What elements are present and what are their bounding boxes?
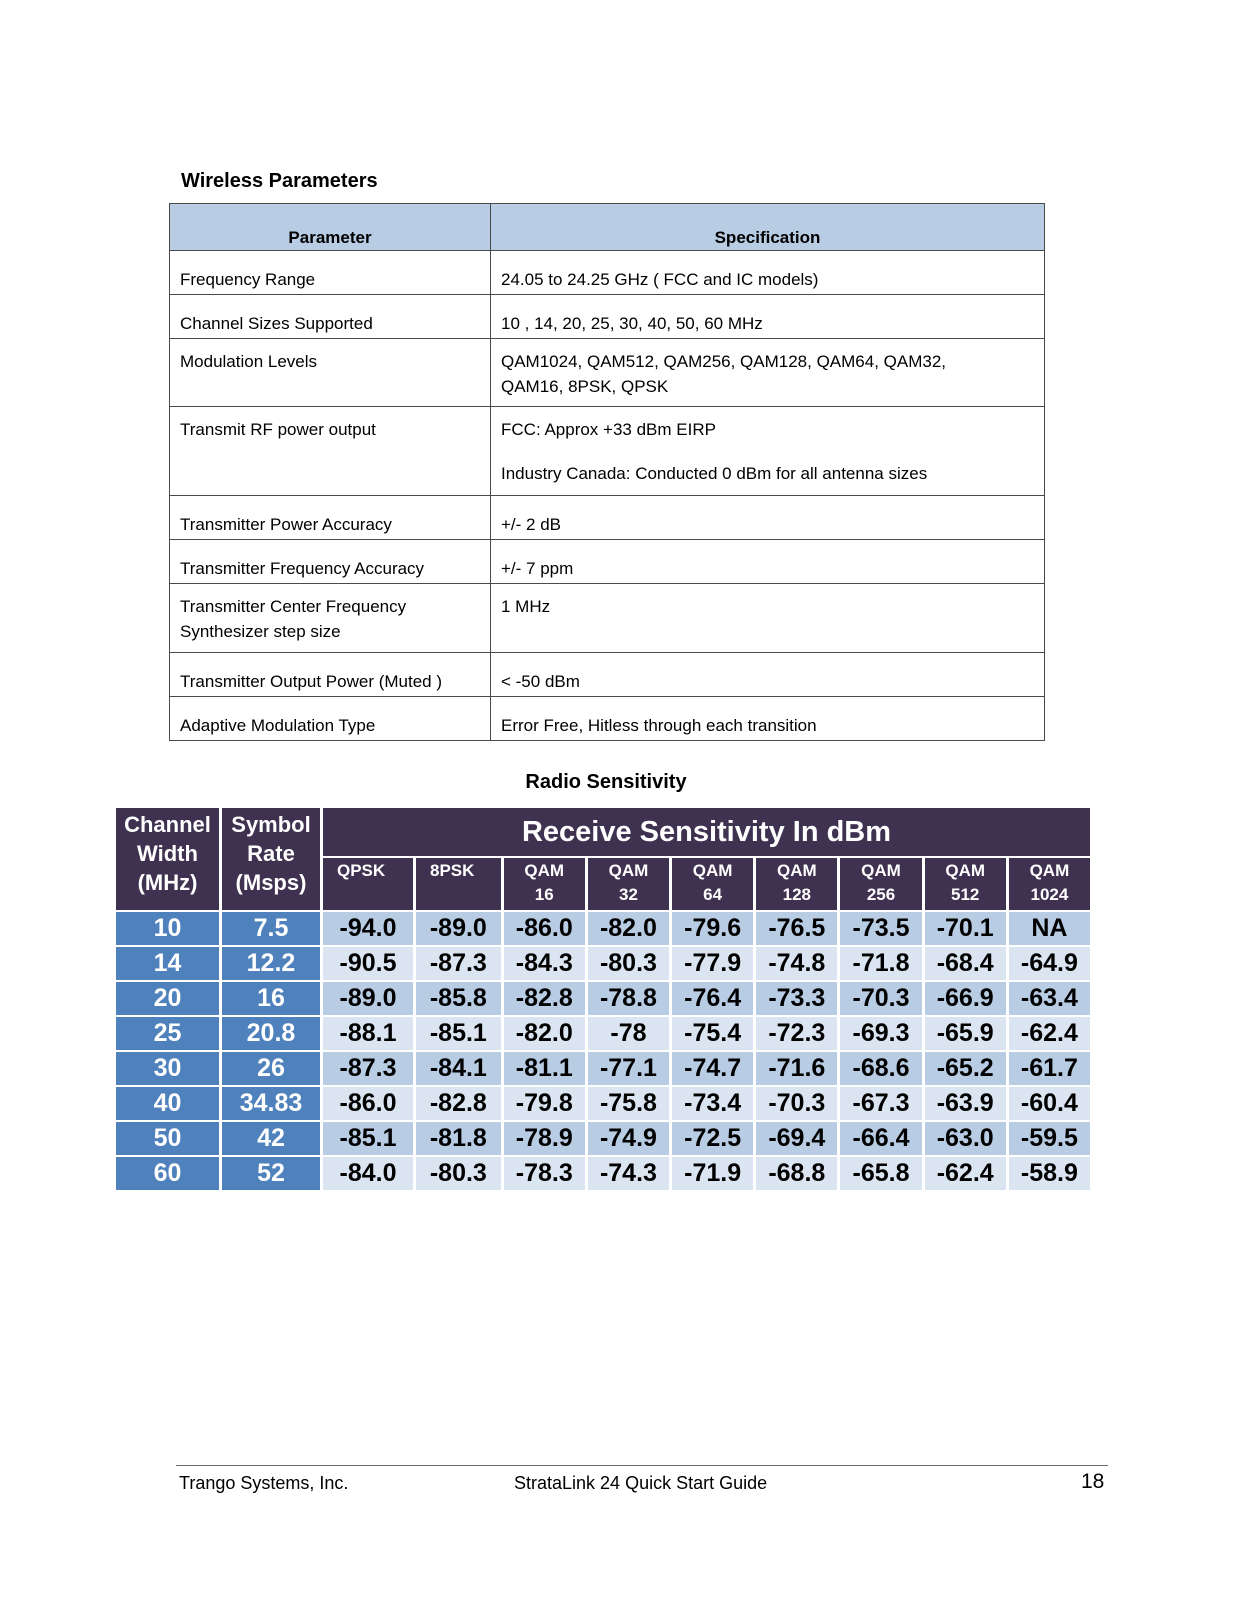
cell-text: FCC: Approx +33 dBm EIRP [501,420,716,439]
sensitivity-value-cell: -79.6 [672,912,753,945]
sensitivity-value-cell: -75.4 [672,1017,753,1050]
sensitivity-value-cell: -66.9 [925,982,1006,1015]
sensitivity-value-cell: -62.4 [925,1157,1006,1190]
sensitivity-value-cell: -67.3 [840,1087,921,1120]
sensitivity-value-cell: -76.4 [672,982,753,1015]
sensitivity-value-cell: -64.9 [1009,947,1090,980]
sensitivity-value-cell: -74.3 [588,1157,669,1190]
modulation-label: 128 [782,885,812,904]
table-row [170,251,1045,295]
specification-cell [491,295,1045,339]
sensitivity-value-cell: -59.5 [1009,1122,1090,1155]
sensitivity-value-cell: -78.9 [504,1122,585,1155]
cell-text: < -50 dBm [501,672,580,691]
modulation-label: QPSK [337,861,386,880]
parameter-cell [170,407,491,496]
cell-text: Error Free, Hitless through each transition [501,716,817,735]
modulation-label: QAM [945,861,986,880]
modulation-label: 256 [866,885,896,904]
cell-text: 10 , 14, 20, 25, 30, 40, 50, 60 MHz [501,314,763,333]
modulation-label: 512 [951,885,980,904]
table-row [116,1087,1090,1120]
sensitivity-value-cell: -68.4 [925,947,1006,980]
modulation-label: 16 [534,885,554,904]
modulation-header [504,858,585,910]
sensitivity-value-cell: -63.9 [925,1087,1006,1120]
parameter-cell [170,653,491,697]
sensitivity-value-cell: -63.0 [925,1122,1006,1155]
sensitivity-value-cell: -89.0 [416,912,501,945]
table-row [116,982,1090,1015]
channel-width-cell: 60 [116,1157,219,1190]
channel-header-line: (MHz) [137,870,198,895]
sensitivity-value-cell: -82.0 [504,1017,585,1050]
symbol-rate-cell: 34.83 [222,1087,320,1120]
sensitivity-value-cell: -78 [588,1017,669,1050]
specification-cell [491,496,1045,540]
table-header-row [170,204,1045,251]
table-row [116,1052,1090,1085]
symbol-rate-cell: 12.2 [222,947,320,980]
table-row [170,584,1045,653]
channel-width-cell: 30 [116,1052,219,1085]
channel-width-cell: 20 [116,982,219,1015]
modulation-label: QAM [524,861,565,880]
sensitivity-value-cell: -81.8 [416,1122,501,1155]
sensitivity-value-cell: -71.8 [840,947,921,980]
sensitivity-value-cell: -81.1 [504,1052,585,1085]
symbol-header-line: Symbol [231,812,311,837]
cell-text: Channel Sizes Supported [180,314,373,333]
cell-text: Transmit RF power output [180,420,376,439]
sensitivity-value-cell: -86.0 [323,1087,413,1120]
sensitivity-value-cell: -71.9 [672,1157,753,1190]
modulation-label: 1024 [1030,885,1069,904]
channel-header-line: Width [137,841,198,866]
parameter-cell [170,251,491,295]
parameter-cell [170,496,491,540]
sensitivity-value-cell: -58.9 [1009,1157,1090,1190]
sensitivity-value-cell: -62.4 [1009,1017,1090,1050]
parameter-cell [170,584,491,653]
sensitivity-value-cell: -79.8 [504,1087,585,1120]
sensitivity-value-cell: -65.8 [840,1157,921,1190]
sensitivity-value-cell: -69.4 [756,1122,837,1155]
channel-width-cell: 10 [116,912,219,945]
radio-sensitivity-table [113,806,1093,1192]
modulation-header [925,858,1006,910]
sensitivity-value-cell: -71.6 [756,1052,837,1085]
specification-cell [491,584,1045,653]
symbol-rate-cell: 26 [222,1052,320,1085]
specification-header: Specification [491,204,1045,251]
sensitivity-value-cell: -88.1 [323,1017,413,1050]
specification-cell [491,653,1045,697]
footer-divider [176,1465,1108,1466]
footer-company: Trango Systems, Inc. [179,1473,349,1493]
sensitivity-value-cell: -66.4 [840,1122,921,1155]
wireless-parameters-title: Wireless Parameters [181,170,378,192]
table-row [170,407,1045,496]
modulation-header [1009,858,1090,910]
sensitivity-value-cell: -94.0 [323,912,413,945]
sensitivity-value-cell: -73.5 [840,912,921,945]
table-row [116,1157,1090,1190]
sensitivity-value-cell: -74.8 [756,947,837,980]
cell-text: +/- 2 dB [501,515,562,534]
modulation-header [416,858,501,910]
sensitivity-value-cell: -68.6 [840,1052,921,1085]
sensitivity-value-cell: -80.3 [588,947,669,980]
sensitivity-value-cell: -60.4 [1009,1087,1090,1120]
sensitivity-value-cell: -82.0 [588,912,669,945]
cell-text: Frequency Range [180,270,316,289]
footer-guide-title: StrataLink 24 Quick Start Guide [514,1473,768,1493]
modulation-label: 8PSK [430,861,475,880]
sensitivity-value-cell: -69.3 [840,1017,921,1050]
specification-cell [491,339,1045,407]
sensitivity-value-cell: -89.0 [323,982,413,1015]
modulation-label: QAM [608,861,649,880]
sensitivity-value-cell: -77.9 [672,947,753,980]
sensitivity-value-cell: NA [1009,912,1090,945]
modulation-label: QAM [861,861,901,880]
modulation-label: 32 [618,885,638,904]
channel-width-cell: 14 [116,947,219,980]
sensitivity-value-cell: -90.5 [323,947,413,980]
channel-width-cell: 50 [116,1122,219,1155]
parameter-cell [170,295,491,339]
parameter-cell [170,339,491,407]
sensitivity-value-cell: -87.3 [416,947,501,980]
sensitivity-value-cell: -74.7 [672,1052,753,1085]
cell-text: Transmitter Center Frequency [180,597,407,616]
modulation-label: 64 [703,885,723,904]
sensitivity-value-cell: -74.9 [588,1122,669,1155]
cell-text: Adaptive Modulation Type [180,716,376,735]
cell-text: Synthesizer step size [180,622,341,641]
symbol-rate-cell: 7.5 [222,912,320,945]
cell-text: Industry Canada: Conducted 0 dBm for all antenna sizes [501,464,928,483]
cell-text: Transmitter Output Power (Muted ) [180,672,443,691]
cell-text: 1 MHz [501,597,551,616]
cell-text: Modulation Levels [180,352,318,371]
sensitivity-value-cell: -84.3 [504,947,585,980]
symbol-rate-cell: 20.8 [222,1017,320,1050]
sensitivity-value-cell: -82.8 [416,1087,501,1120]
symbol-rate-cell: 52 [222,1157,320,1190]
channel-width-cell: 40 [116,1087,219,1120]
cell-text: Transmitter Power Accuracy [180,515,392,534]
modulation-header [672,858,753,910]
sensitivity-value-cell: -70.3 [840,982,921,1015]
sensitivity-value-cell: -84.1 [416,1052,501,1085]
symbol-rate-cell: 16 [222,982,320,1015]
modulation-header [840,858,921,910]
cell-text: 24.05 to 24.25 GHz ( FCC and IC models) [501,270,819,289]
parameter-cell [170,540,491,584]
modulation-label: QAM [692,861,733,880]
symbol-rate-header [222,808,320,910]
sensitivity-value-cell: -86.0 [504,912,585,945]
table-row [116,947,1090,980]
sensitivity-value-cell: -72.3 [756,1017,837,1050]
table-row [170,697,1045,741]
specification-cell [491,251,1045,295]
sensitivity-value-cell: -65.9 [925,1017,1006,1050]
sensitivity-value-cell: -85.1 [323,1122,413,1155]
sensitivity-value-cell: -72.5 [672,1122,753,1155]
sensitivity-value-cell: -77.1 [588,1052,669,1085]
cell-text: QAM1024, QAM512, QAM256, QAM128, QAM64, QAM32, [501,352,947,371]
table-row [170,540,1045,584]
channel-width-header [116,808,219,910]
sensitivity-value-cell: -70.1 [925,912,1006,945]
modulation-label: QAM [1029,861,1070,880]
cell-text: QAM16, 8PSK, QPSK [501,377,669,396]
sensitivity-value-cell: -61.7 [1009,1052,1090,1085]
wireless-parameters-table [169,203,1045,741]
sensitivity-value-cell: -65.2 [925,1052,1006,1085]
modulation-header [756,858,837,910]
specification-cell [491,407,1045,496]
modulation-label: QAM [776,861,817,880]
radio-sensitivity-title: Radio Sensitivity [525,771,687,793]
channel-header-line: Channel [124,812,211,837]
table-row [170,339,1045,407]
symbol-header-line: (Msps) [235,870,307,895]
sensitivity-value-cell: -73.3 [756,982,837,1015]
sensitivity-value-cell: -63.4 [1009,982,1090,1015]
channel-width-cell: 25 [116,1017,219,1050]
table-row [116,912,1090,945]
sensitivity-value-cell: -73.4 [672,1087,753,1120]
sensitivity-value-cell: -68.8 [756,1157,837,1190]
modulation-header [588,858,669,910]
parameter-cell [170,697,491,741]
specification-cell [491,540,1045,584]
sensitivity-value-cell: -75.8 [588,1087,669,1120]
sensitivity-value-cell: -84.0 [323,1157,413,1190]
table-row [170,496,1045,540]
sensitivity-value-cell: -85.1 [416,1017,501,1050]
sensitivity-value-cell: -76.5 [756,912,837,945]
cell-text: +/- 7 ppm [501,559,574,578]
symbol-header-line: Rate [247,841,295,866]
specification-cell [491,697,1045,741]
table-row [170,653,1045,697]
receive-sensitivity-header: Receive Sensitivity In dBm [323,808,1090,856]
sensitivity-value-cell: -85.8 [416,982,501,1015]
modulation-header [323,858,413,910]
sensitivity-value-cell: -87.3 [323,1052,413,1085]
table-row [170,295,1045,339]
sensitivity-value-cell: -78.3 [504,1157,585,1190]
table-row [116,1017,1090,1050]
cell-text: Transmitter Frequency Accuracy [180,559,425,578]
page-number: 18 [1081,1470,1105,1493]
sensitivity-value-cell: -82.8 [504,982,585,1015]
symbol-rate-cell: 42 [222,1122,320,1155]
parameter-header: Parameter [170,204,491,251]
sensitivity-value-cell: -80.3 [416,1157,501,1190]
sensitivity-value-cell: -70.3 [756,1087,837,1120]
table-row [116,1122,1090,1155]
sensitivity-value-cell: -78.8 [588,982,669,1015]
